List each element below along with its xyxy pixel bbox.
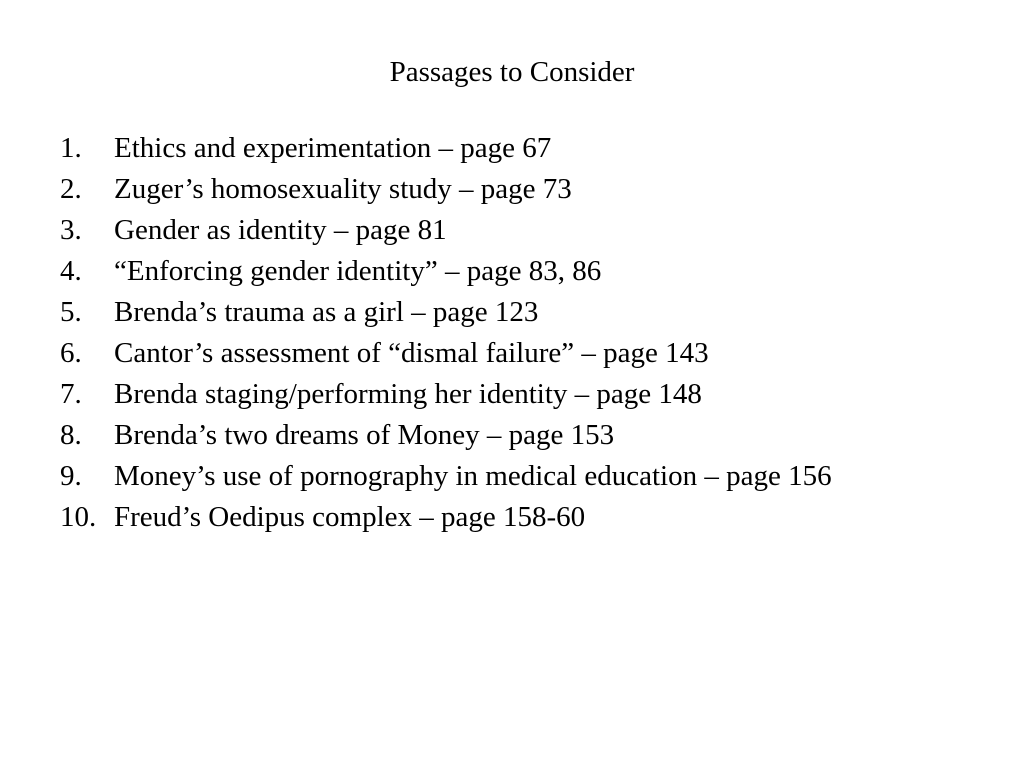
item-number: 7. — [60, 378, 82, 410]
list-item — [60, 497, 832, 538]
passage-list — [60, 128, 832, 538]
item-text: Brenda’s trauma as a girl – page 123 — [114, 296, 539, 328]
list-item — [60, 456, 832, 497]
item-text: Ethics and experimentation – page 67 — [114, 132, 552, 164]
item-text: Cantor’s assessment of “dismal failure” – page 143 — [114, 337, 709, 369]
item-number: 9. — [60, 460, 82, 492]
item-text: Money’s use of pornography in medical education – page 156 — [114, 460, 832, 492]
list-item — [60, 210, 832, 251]
item-number: 1. — [60, 132, 82, 164]
item-number: 4. — [60, 255, 82, 287]
item-text: Brenda’s two dreams of Money – page 153 — [114, 419, 615, 451]
item-number: 6. — [60, 337, 82, 369]
item-text: Brenda staging/performing her identity – page 148 — [114, 378, 702, 410]
slide-title: Passages to Consider — [389, 56, 635, 88]
item-number: 8. — [60, 419, 82, 451]
item-number: 3. — [60, 214, 82, 246]
item-number: 2. — [60, 173, 82, 205]
list-item — [60, 415, 832, 456]
list-item — [60, 251, 832, 292]
list-item — [60, 333, 832, 374]
item-text: Zuger’s homosexuality study – page 73 — [114, 173, 572, 205]
item-text: “Enforcing gender identity” – page 83, 86 — [114, 255, 602, 287]
item-number: 10. — [60, 501, 97, 533]
item-text: Gender as identity – page 81 — [114, 214, 447, 246]
item-number: 5. — [60, 296, 82, 328]
list-item — [60, 128, 832, 169]
list-item — [60, 292, 832, 333]
list-item — [60, 374, 832, 415]
item-text: Freud’s Oedipus complex – page 158-60 — [114, 501, 586, 533]
list-item — [60, 169, 832, 210]
